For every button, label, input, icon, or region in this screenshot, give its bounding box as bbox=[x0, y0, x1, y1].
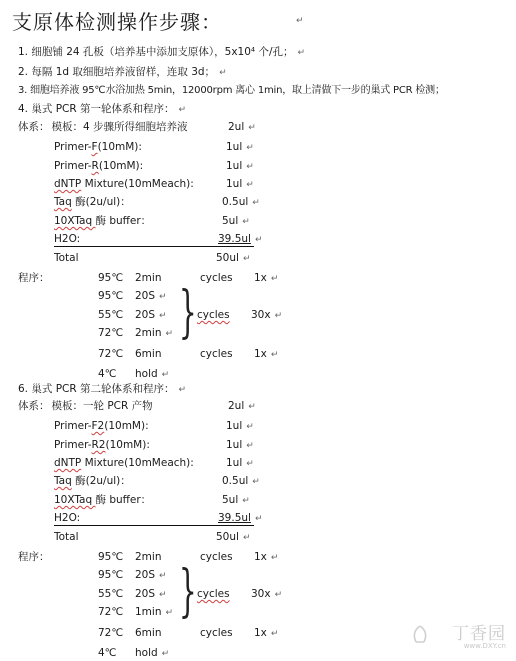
reagent-name-key: dNTP bbox=[54, 178, 82, 190]
reagent-volume-value: 0.5ul bbox=[222, 196, 249, 208]
return-mark-icon: ↵ bbox=[270, 274, 279, 284]
program-cycles-label: cycles bbox=[200, 551, 233, 563]
reagent-name bbox=[54, 196, 131, 209]
program-temp: 95℃ bbox=[98, 569, 124, 581]
program-time-value: 2min bbox=[135, 272, 162, 284]
reagent-volume-value: 5ul bbox=[222, 215, 239, 227]
return-mark-icon: ↵ bbox=[270, 350, 279, 360]
return-mark-icon: ↵ bbox=[242, 217, 250, 227]
reagent-name-rest: (10mM): bbox=[104, 420, 149, 432]
brace-cycles-label: cycles bbox=[197, 588, 230, 600]
reagent-volume bbox=[218, 233, 263, 247]
reagent-name bbox=[54, 160, 143, 173]
reagent-volume bbox=[216, 531, 250, 545]
reagent-name-key: F2 bbox=[91, 420, 105, 432]
reagent-name-rest: Mixture(10mMeach): bbox=[81, 457, 194, 469]
program-label: 程序： bbox=[18, 272, 50, 284]
template-volume-value: 2ul bbox=[228, 400, 245, 412]
reagent-name-rest: (10mM): bbox=[105, 439, 150, 451]
reagent-name-part: 10XTaq bbox=[54, 215, 96, 227]
reagent-volume bbox=[226, 160, 254, 174]
program-count-value: 1x bbox=[254, 551, 267, 563]
reagent-volume-value: 5ul bbox=[222, 494, 239, 506]
return-mark-icon: ↵ bbox=[242, 496, 250, 506]
return-mark-icon: ↵ bbox=[296, 16, 304, 26]
return-mark-icon: ↵ bbox=[274, 311, 283, 321]
reagent-volume-value: 1ul bbox=[226, 439, 243, 451]
reagent-volume bbox=[226, 420, 254, 434]
reagent-volume bbox=[226, 439, 254, 453]
program-time bbox=[135, 368, 169, 382]
watermark-url: www.DXY.cn bbox=[463, 642, 506, 650]
program-time-value: 2min bbox=[135, 551, 162, 563]
template-volume-value: 2ul bbox=[228, 121, 245, 133]
reagent-volume bbox=[222, 494, 250, 508]
reagent-name-key: Taq bbox=[54, 196, 72, 208]
reagent-name bbox=[54, 420, 149, 433]
brace-count bbox=[251, 309, 282, 323]
system-label: 体系： bbox=[18, 400, 50, 412]
return-mark-icon: ↵ bbox=[246, 143, 254, 153]
reagent-volume bbox=[222, 196, 260, 210]
reagent-name bbox=[54, 141, 142, 154]
reagent-volume-value: 1ul bbox=[226, 178, 243, 190]
page-title: 支原体检测操作步骤： bbox=[12, 10, 222, 34]
reagent-volume-value: 1ul bbox=[226, 420, 243, 432]
reagent-name bbox=[54, 215, 151, 228]
program-cycles-label: cycles bbox=[200, 348, 233, 360]
reagent-name-part: H2O: bbox=[54, 512, 81, 524]
return-mark-icon: ↵ bbox=[270, 553, 279, 563]
reagent-volume-value: 0.5ul bbox=[222, 475, 249, 487]
return-mark-icon: ↵ bbox=[159, 292, 167, 302]
reagent-name-part: Total bbox=[54, 252, 79, 264]
reagent-name-part: Primer- bbox=[54, 439, 92, 451]
cycle-brace: } bbox=[178, 280, 197, 345]
reagent-name-part: Primer- bbox=[54, 141, 92, 153]
program-time bbox=[135, 309, 167, 323]
program-label: 程序： bbox=[18, 551, 50, 563]
reagent-volume bbox=[218, 512, 263, 526]
program-time-value: 20S bbox=[135, 569, 156, 581]
program-time bbox=[135, 348, 161, 361]
reagent-volume-value: 1ul bbox=[226, 141, 243, 153]
program-temp: 4℃ bbox=[98, 647, 117, 659]
program-temp: 95℃ bbox=[98, 551, 124, 563]
template-volume bbox=[228, 400, 256, 414]
return-mark-icon: ↵ bbox=[242, 254, 251, 264]
reagent-name bbox=[54, 475, 131, 488]
program-time bbox=[135, 588, 167, 602]
return-mark-icon: ↵ bbox=[246, 422, 254, 432]
program-time bbox=[135, 647, 169, 661]
program-time-value: hold bbox=[135, 647, 158, 659]
program-time bbox=[135, 327, 173, 341]
reagent-name-key: F bbox=[91, 141, 98, 153]
program-temp: 95℃ bbox=[98, 290, 124, 302]
program-time-value: 20S bbox=[135, 588, 156, 600]
reagent-name-part: Primer- bbox=[54, 160, 92, 172]
brace-cycles-label: cycles bbox=[197, 309, 230, 321]
reagent-name bbox=[54, 531, 79, 544]
reagent-volume-value: 39.5ul bbox=[218, 512, 251, 524]
program-temp: 72℃ bbox=[98, 627, 124, 639]
program-cycles-label: cycles bbox=[200, 627, 233, 639]
reagent-volume-value: 39.5ul bbox=[218, 233, 251, 245]
system-label: 体系： bbox=[18, 121, 50, 133]
program-temp: 72℃ bbox=[98, 327, 124, 339]
step-6: 6. 巢式 PCR 第二轮体系和程序： ↵ bbox=[18, 383, 187, 395]
program-time bbox=[135, 627, 161, 640]
reagent-name-key: dNTP bbox=[54, 457, 82, 469]
watermark-brand: 丁香园 bbox=[452, 624, 506, 644]
program-temp: 72℃ bbox=[98, 606, 124, 618]
h2o-rule bbox=[54, 246, 254, 247]
reagent-name-part: H2O: bbox=[54, 233, 81, 245]
reagent-name bbox=[54, 457, 194, 470]
return-mark-icon: ↵ bbox=[165, 329, 174, 339]
reagent-volume bbox=[226, 178, 254, 192]
return-mark-icon: ↵ bbox=[242, 533, 251, 543]
reagent-name-rest: Mixture(10mMeach): bbox=[81, 178, 194, 190]
return-mark-icon: ↵ bbox=[248, 123, 256, 133]
program-time bbox=[135, 272, 161, 285]
return-mark-icon: ↵ bbox=[254, 235, 263, 245]
reagent-name-key: R bbox=[91, 160, 99, 172]
program-time-value: hold bbox=[135, 368, 158, 380]
return-mark-icon: ↵ bbox=[159, 590, 167, 600]
program-temp: 4℃ bbox=[98, 368, 117, 380]
reagent-volume bbox=[222, 475, 260, 489]
return-mark-icon: ↵ bbox=[159, 571, 167, 581]
reagent-name bbox=[54, 252, 79, 265]
program-time-value: 1min bbox=[135, 606, 162, 618]
program-temp: 72℃ bbox=[98, 348, 124, 360]
reagent-volume-value: 50ul bbox=[216, 252, 239, 264]
return-mark-icon: ↵ bbox=[246, 459, 254, 469]
program-cycles-label: cycles bbox=[200, 272, 233, 284]
reagent-name bbox=[54, 494, 151, 507]
reagent-name-rest: 酶 buffer： bbox=[95, 494, 152, 506]
dxy-logo-icon bbox=[410, 624, 430, 646]
program-time-value: 6min bbox=[135, 627, 162, 639]
return-mark-icon: ↵ bbox=[246, 162, 254, 172]
reagent-volume-value: 50ul bbox=[216, 531, 239, 543]
system-line bbox=[18, 400, 153, 413]
reagent-name bbox=[54, 233, 80, 246]
step-4: 4. 巢式 PCR 第一轮体系和程序： ↵ bbox=[18, 103, 187, 115]
step-2: 2. 每隔 1d 取细胞培养液留样，连取 3d； ↵ bbox=[18, 66, 227, 78]
watermark bbox=[452, 619, 506, 650]
template-volume bbox=[228, 121, 256, 135]
program-time-value: 6min bbox=[135, 348, 162, 360]
template-label: 模板：一轮 PCR 产物 bbox=[51, 400, 153, 412]
program-temp: 95℃ bbox=[98, 272, 124, 284]
return-mark-icon: ↵ bbox=[161, 370, 170, 380]
reagent-name-part: 10XTaq bbox=[54, 494, 96, 506]
brace-count bbox=[251, 588, 282, 602]
return-mark-icon: ↵ bbox=[252, 198, 260, 208]
reagent-name bbox=[54, 439, 150, 452]
template-label: 模板：4 步骤所得细胞培养液 bbox=[51, 121, 188, 133]
reagent-name-key: R2 bbox=[91, 439, 106, 451]
reagent-name-key: Taq bbox=[54, 475, 72, 487]
program-count-value: 1x bbox=[254, 627, 267, 639]
cycle-brace: } bbox=[178, 559, 197, 624]
reagent-name-rest: 酶(2u/ul)： bbox=[71, 475, 131, 487]
program-count bbox=[254, 272, 278, 286]
reagent-name-rest: 酶(2u/ul)： bbox=[71, 196, 131, 208]
program-time bbox=[135, 551, 161, 564]
reagent-name-rest: 酶 buffer： bbox=[95, 215, 152, 227]
step-1: 1. 细胞铺 24 孔板（培养基中添加支原体），5x10⁴ 个/孔； ↵ bbox=[18, 46, 306, 58]
program-time-value: 20S bbox=[135, 309, 156, 321]
return-mark-icon: ↵ bbox=[246, 441, 254, 451]
program-time-value: 20S bbox=[135, 290, 156, 302]
reagent-name-part: Total bbox=[54, 531, 79, 543]
reagent-volume-value: 1ul bbox=[226, 160, 243, 172]
program-count bbox=[254, 551, 278, 565]
program-count bbox=[254, 627, 278, 641]
program-time-value: 2min bbox=[135, 327, 162, 339]
return-mark-icon: ↵ bbox=[274, 590, 283, 600]
return-mark-icon: ↵ bbox=[161, 649, 170, 659]
reagent-volume bbox=[226, 457, 254, 471]
program-time bbox=[135, 606, 173, 620]
program-count bbox=[254, 348, 278, 362]
program-count-value: 1x bbox=[254, 272, 267, 284]
brace-count-value: 30x bbox=[251, 309, 271, 321]
return-mark-icon: ↵ bbox=[248, 402, 256, 412]
reagent-name-part: Primer- bbox=[54, 420, 92, 432]
reagent-name bbox=[54, 512, 80, 525]
reagent-name bbox=[54, 178, 194, 191]
return-mark-icon: ↵ bbox=[252, 477, 260, 487]
reagent-volume bbox=[216, 252, 250, 266]
return-mark-icon: ↵ bbox=[159, 311, 167, 321]
reagent-volume bbox=[226, 141, 254, 155]
reagent-name-rest: (10mM): bbox=[97, 141, 142, 153]
step-3: 3. 细胞培养液 95℃水浴加热 5min，12000rpm 离心 1min，取上清做下一步的巢式 PCR 检测； bbox=[18, 85, 445, 96]
program-temp: 55℃ bbox=[98, 309, 124, 321]
program-time bbox=[135, 569, 167, 583]
return-mark-icon: ↵ bbox=[246, 180, 254, 190]
return-mark-icon: ↵ bbox=[254, 514, 263, 524]
reagent-volume bbox=[222, 215, 250, 229]
return-mark-icon: ↵ bbox=[270, 629, 279, 639]
system-line bbox=[18, 121, 188, 134]
program-temp: 55℃ bbox=[98, 588, 124, 600]
brace-count-value: 30x bbox=[251, 588, 271, 600]
reagent-volume-value: 1ul bbox=[226, 457, 243, 469]
program-time bbox=[135, 290, 167, 304]
program-count-value: 1x bbox=[254, 348, 267, 360]
reagent-name-rest: (10mM): bbox=[98, 160, 144, 172]
return-mark-icon: ↵ bbox=[165, 608, 174, 618]
h2o-rule bbox=[54, 525, 254, 526]
